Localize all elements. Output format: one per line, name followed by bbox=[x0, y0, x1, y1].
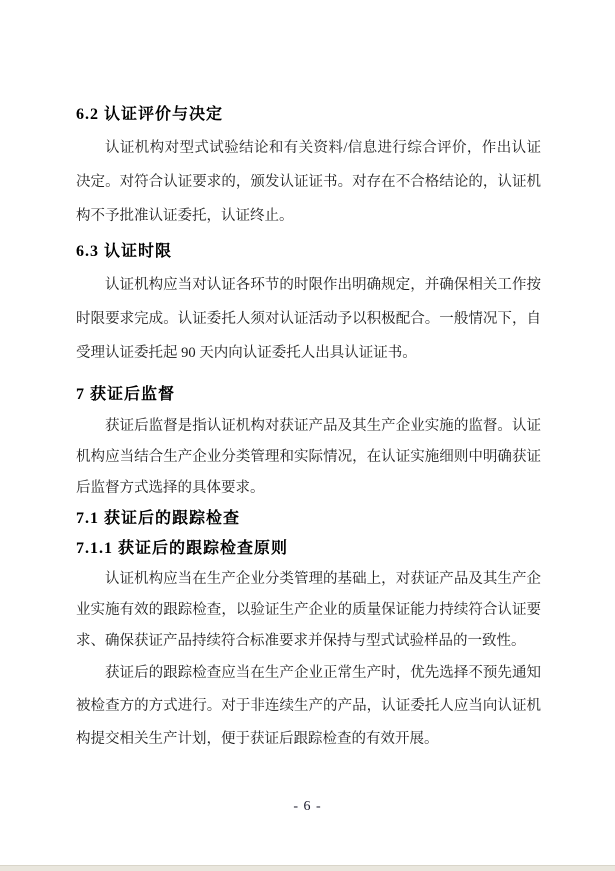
section-6-2-heading: 6.2 认证评价与决定 bbox=[76, 106, 224, 123]
section-6-2-paragraph: 认证机构对型式试验结论和有关资料/信息进行综合评价，作出认证决定。对符合认证要求的，颁发认证证书。对存在不合格结论的，认证机构不予批准认证委托，认证终止。 bbox=[76, 140, 541, 224]
section-7-1-1-paragraph-2: 获证后的跟踪检查应当在生产企业正常生产时，优先选择不预先通知被检查方的方式进行。对于非连续生产的产品，认证委托人应当向认证机构提交相关生产计划，便于获证后跟踪检查的有效开展。 bbox=[76, 665, 541, 747]
page-bottom-edge bbox=[0, 865, 615, 871]
section-6-3-paragraph: 认证机构应当对认证各环节的时限作出明确规定，并确保相关工作按时限要求完成。认证委托人须对认证活动予以积极配合。一般情况下，自受理认证委托起 90 天内向认证委托人出具认证证书。 bbox=[76, 277, 541, 361]
section-7-heading: 7 获证后监督 bbox=[76, 386, 176, 403]
section-7-1-heading: 7.1 获证后的跟踪检查 bbox=[76, 510, 241, 527]
section-7-1-1-heading: 7.1.1 获证后的跟踪检查原则 bbox=[76, 540, 289, 557]
section-6-3-heading: 6.3 认证时限 bbox=[76, 243, 173, 260]
section-7-1-1-paragraph-1: 认证机构应当在生产企业分类管理的基础上，对获证产品及其生产企业实施有效的跟踪检查，以验证生产企业的质量保证能力持续符合认证要求、确保获证产品持续符合标准要求并保持与型式试验样品的一致性。 bbox=[76, 571, 541, 649]
page-number: - 6 - bbox=[293, 799, 322, 814]
section-7-paragraph: 获证后监督是指认证机构对获证产品及其生产企业实施的监督。认证机构应当结合生产企业分类管理和实际情况，在认证实施细则中明确获证后监督方式选择的具体要求。 bbox=[76, 418, 541, 496]
